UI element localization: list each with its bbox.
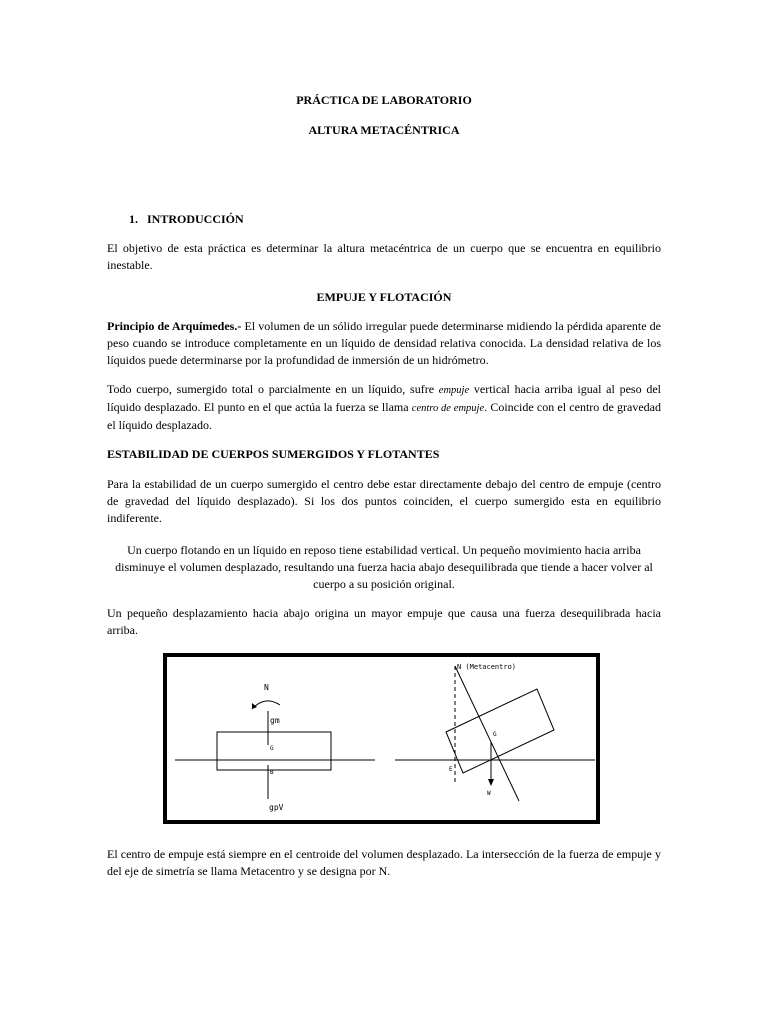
right-label-e: E <box>449 766 453 773</box>
buoyancy-diagram-svg <box>167 657 596 820</box>
todo-cuerpo-part1: Todo cuerpo, sumergido total o parcialmente en un líquido, sufre <box>107 382 439 396</box>
arquimedes-text: El volumen de un sólido irregular puede determinarse midiendo la pérdida aparente de peso cuando se introduce completamente en un líquido de densidad relativa conocida. La densidad relativa de los líquidos puede determinarse por la profundidad de inmersión de un hidrómetro. <box>107 319 661 367</box>
section-heading-empuje: EMPUJE Y FLOTACIÓN <box>316 290 452 304</box>
right-symmetry-axis <box>455 666 519 801</box>
buoyancy-diagram <box>163 653 600 824</box>
left-label-g: G <box>270 745 274 752</box>
left-label-gpv: gpV <box>269 803 284 812</box>
right-label-w: W <box>487 790 491 797</box>
right-weight-arrowhead <box>488 779 494 786</box>
section-heading-estabilidad: ESTABILIDAD DE CUERPOS SUMERGIDOS Y FLOTANTES <box>107 447 440 461</box>
arquimedes-lead: Principio de Arquímedes.- <box>107 319 242 333</box>
final-paragraph: El centro de empuje está siempre en el centroide del volumen desplazado. La intersección de la fuerza de empuje y del eje de simetría se llama Metacentro y se designa por N. <box>107 847 661 878</box>
intro-paragraph: El objetivo de esta práctica es determinar la altura metacéntrica de un cuerpo que se encuentra en equilibrio inestable. <box>107 241 661 272</box>
flotando-paragraph: Un cuerpo flotando en un líquido en reposo tiene estabilidad vertical. Un pequeño movimiento hacia arriba disminuye el volumen desplazado, resultando una fuerza hacia abajo desequilibrada que tiende a hacer volver al cuerpo a su posición original. <box>115 543 653 591</box>
left-label-gm: gm <box>270 716 280 725</box>
centro-de-empuje-term: centro de empuje <box>411 403 485 414</box>
desplazamiento-paragraph: Un pequeño desplazamiento hacia abajo origina un mayor empuje que causa una fuerza desequilibrada hacia arriba. <box>107 606 661 637</box>
section-heading-introduccion: 1. INTRODUCCIÓN <box>129 212 244 226</box>
left-label-n: N <box>264 683 269 692</box>
right-label-metacentro: N (Metacentro) <box>457 663 517 671</box>
estabilidad-paragraph: Para la estabilidad de un cuerpo sumergido el centro debe estar directamente debajo del centro de empuje (centro de gravedad del líquido desplazado). Si los dos puntos coinciden, el cuerpo sumergido esta en equilibrio indiferente. <box>107 477 661 525</box>
todo-cuerpo-part2: vertical hacia arriba igual al peso del líquido desplazado. El punto en el que actúa la fuerza se llama <box>107 382 661 414</box>
right-label-g: G <box>493 731 497 738</box>
left-rotation-arrowhead <box>252 703 257 709</box>
left-body-rect <box>217 732 331 770</box>
document-subtitle: ALTURA METACÉNTRICA <box>308 123 460 137</box>
arquimedes-paragraph <box>107 318 661 369</box>
left-label-b: B <box>270 769 274 776</box>
empuje-term: empuje <box>438 385 470 396</box>
todo-cuerpo-part3: . Coincide con el centro de gravedad el líquido desplazado. <box>107 400 661 432</box>
left-rotation-arc <box>252 701 280 709</box>
todo-cuerpo-paragraph <box>107 381 661 434</box>
document-title: PRÁCTICA DE LABORATORIO <box>296 93 472 107</box>
